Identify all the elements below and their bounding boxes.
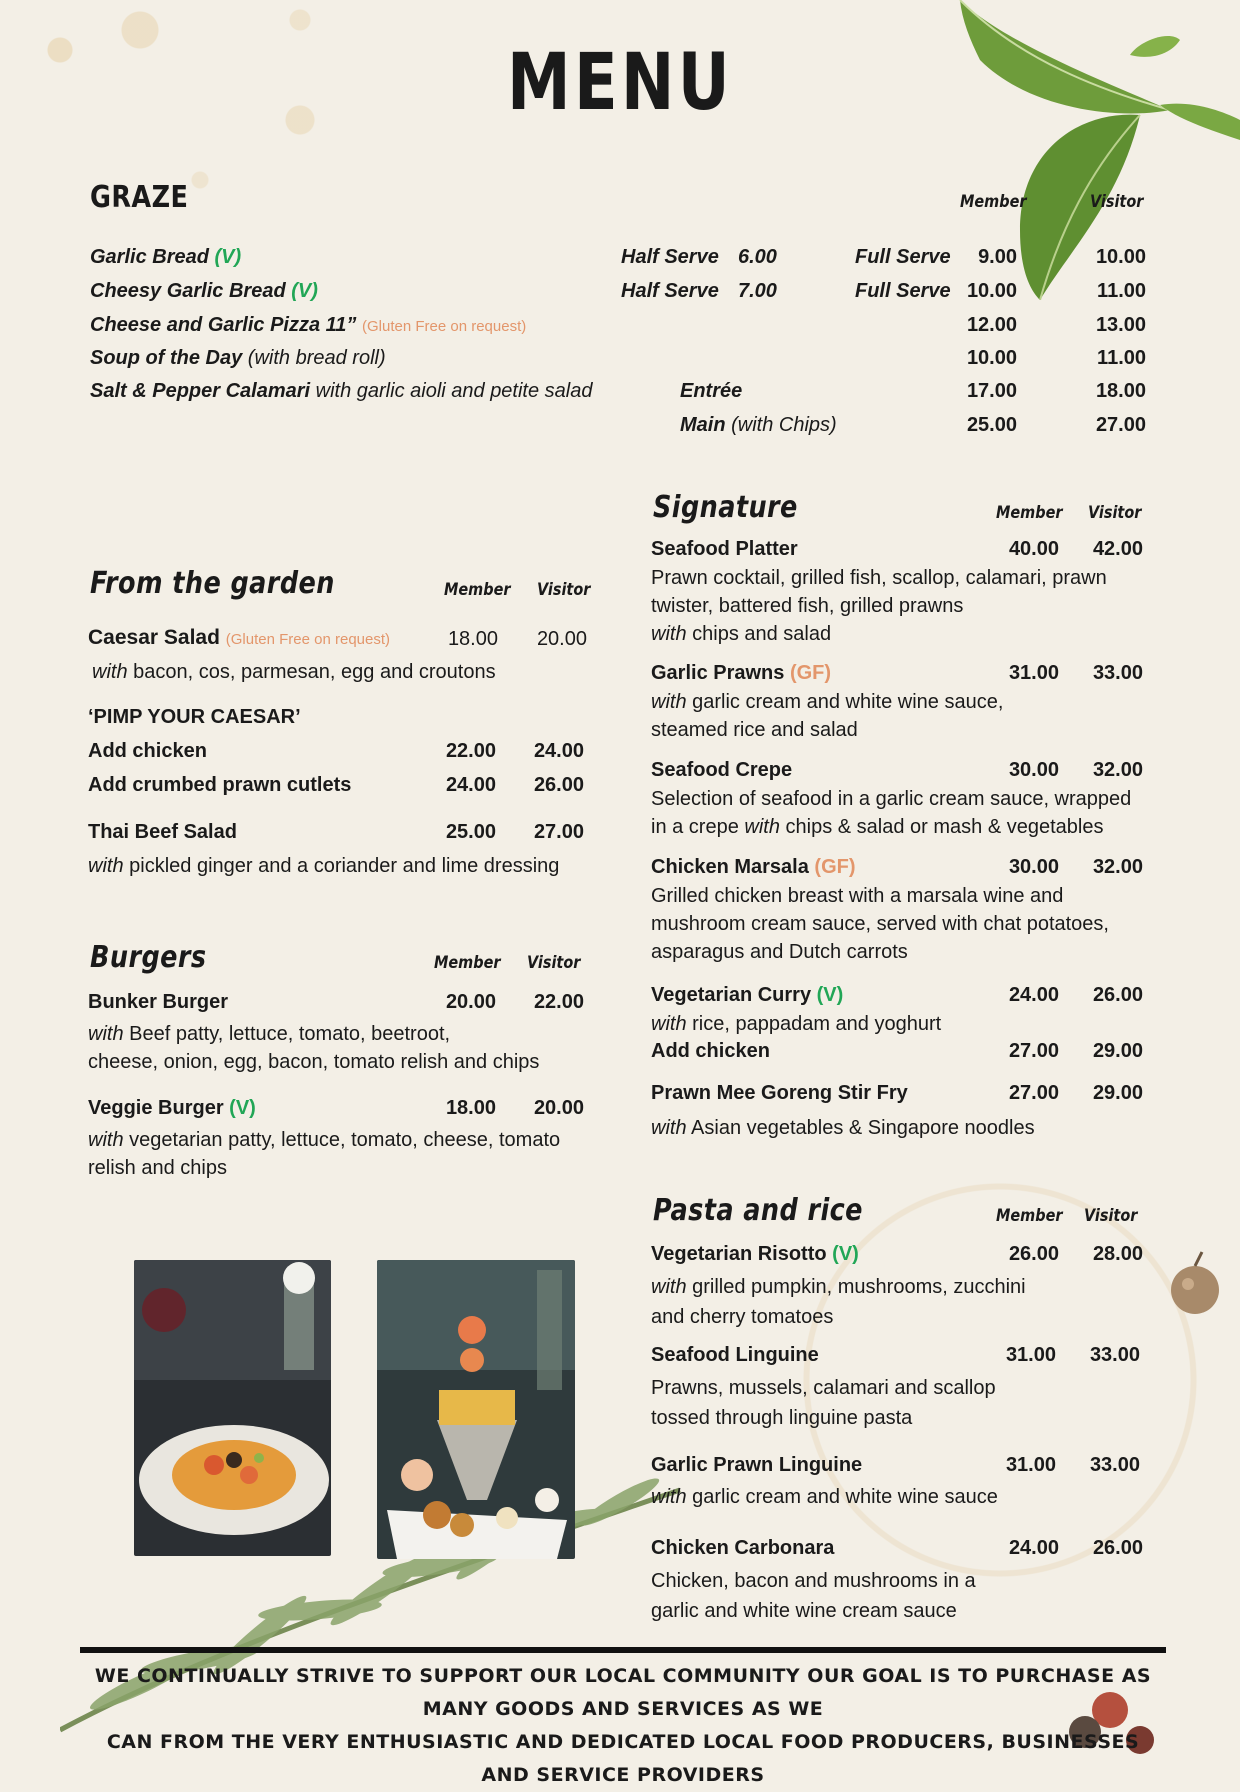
desc-line: and cherry tomatoes bbox=[651, 1306, 834, 1328]
item-name: Vegetarian Risotto bbox=[651, 1243, 827, 1265]
seafood-linguine-title: Seafood Linguine bbox=[651, 1344, 819, 1366]
half-serve-label: Half Serve bbox=[621, 246, 719, 268]
desc-line: Grilled chicken breast with a marsala wine and bbox=[651, 885, 1064, 907]
desc-line: steamed rice and salad bbox=[651, 719, 858, 741]
graze-item-soup bbox=[90, 347, 386, 370]
seafood-crepe-description bbox=[651, 785, 1131, 841]
garlic-prawns-description bbox=[651, 688, 1003, 744]
visitor-price: 26.00 bbox=[533, 774, 584, 796]
desc-line: Prawns, mussels, calamari and scallop bbox=[651, 1377, 996, 1399]
member-price: 30.00 bbox=[1008, 759, 1059, 781]
burgers-visitor-label: Visitor bbox=[527, 953, 581, 973]
full-serve-label: Full Serve bbox=[855, 280, 951, 302]
member-price: 10.00 bbox=[966, 347, 1017, 369]
burgers-member-label: Member bbox=[434, 953, 501, 973]
vegetarian-risotto-title bbox=[651, 1243, 859, 1266]
addon-add-chicken: Add chicken bbox=[88, 740, 207, 762]
member-price: 22.00 bbox=[445, 740, 496, 762]
member-price: 31.00 bbox=[1005, 1344, 1056, 1366]
visitor-price: 29.00 bbox=[1092, 1082, 1143, 1104]
item-name: Cheese and Garlic Pizza 11” bbox=[90, 314, 357, 336]
desc-line: Beef patty, lettuce, tomato, beetroot, bbox=[123, 1023, 451, 1045]
member-price: 18.00 bbox=[445, 1097, 496, 1119]
with-word: with bbox=[651, 1117, 687, 1139]
item-name: Garlic Bread bbox=[90, 246, 209, 268]
addon-add-prawn-cutlets: Add crumbed prawn cutlets bbox=[88, 774, 352, 796]
footer-line: CAN FROM THE VERY ENTHUSIASTIC AND DEDICATED LOCAL FOOD PRODUCERS, BUSINESSES AND SERVICE PROVIDERS bbox=[106, 1731, 1140, 1786]
garlic-prawn-linguine-title: Garlic Prawn Linguine bbox=[651, 1454, 863, 1476]
item-name: Soup of the Day bbox=[90, 347, 243, 369]
item-name: Veggie Burger bbox=[88, 1097, 224, 1119]
veg-tag: (V) bbox=[291, 280, 318, 302]
member-price: 31.00 bbox=[1008, 662, 1059, 684]
desc-line: Chicken, bacon and mushrooms in a bbox=[651, 1570, 976, 1592]
with-word: with bbox=[651, 691, 687, 713]
caesar-salad-title bbox=[88, 626, 390, 650]
with-word: with bbox=[88, 855, 124, 877]
desc-line: Prawn cocktail, grilled fish, scallop, calamari, prawn bbox=[651, 567, 1107, 589]
visitor-price: 10.00 bbox=[1095, 246, 1146, 268]
with-word: with bbox=[744, 816, 780, 838]
member-price: 24.00 bbox=[1008, 984, 1059, 1006]
half-serve-price: 7.00 bbox=[738, 280, 777, 302]
item-name: Garlic Prawns bbox=[651, 662, 785, 684]
with-word: with bbox=[88, 1129, 124, 1151]
graze-item-garlic-bread bbox=[90, 246, 241, 269]
seafood-platter-description bbox=[651, 564, 1107, 648]
item-name: Chicken Marsala bbox=[651, 856, 809, 878]
visitor-price: 18.00 bbox=[1095, 380, 1146, 402]
entree-label: Entrée bbox=[680, 380, 743, 402]
seafood-linguine-description bbox=[651, 1373, 996, 1433]
member-price: 25.00 bbox=[966, 414, 1017, 436]
chicken-marsala-title bbox=[651, 856, 856, 879]
visitor-price: 42.00 bbox=[1092, 538, 1143, 560]
veggie-burger-description bbox=[88, 1126, 560, 1182]
with-word: with bbox=[651, 1276, 687, 1298]
member-price: 20.00 bbox=[445, 991, 496, 1013]
desc-line: chips and salad bbox=[686, 623, 832, 645]
member-price: 24.00 bbox=[445, 774, 496, 796]
visitor-price: 32.00 bbox=[1092, 856, 1143, 878]
gluten-free-note: (Gluten Free on request) bbox=[361, 318, 527, 335]
desc-text: bacon, cos, parmesan, egg and croutons bbox=[127, 661, 496, 683]
member-price: 12.00 bbox=[966, 314, 1017, 336]
with-word: with bbox=[651, 1013, 687, 1035]
visitor-price: 20.00 bbox=[536, 628, 587, 650]
seafood-platter-title: Seafood Platter bbox=[651, 538, 798, 560]
footer-line: WE CONTINUALLY STRIVE TO SUPPORT OUR LOCAL COMMUNITY OUR GOAL IS TO PURCHASE AS MANY GOODS AND SERVICES AS WE bbox=[94, 1665, 1152, 1720]
gluten-free-note: (Gluten Free on request) bbox=[225, 631, 391, 648]
full-serve-label: Full Serve bbox=[855, 246, 951, 268]
member-price: 24.00 bbox=[1008, 1537, 1059, 1559]
garlic-prawn-linguine-description bbox=[651, 1483, 998, 1511]
visitor-price: 11.00 bbox=[1097, 280, 1146, 302]
item-extra: (with bread roll) bbox=[247, 347, 386, 369]
caesar-salad-description bbox=[92, 658, 496, 686]
main-extra: (with Chips) bbox=[731, 414, 837, 436]
visitor-price: 32.00 bbox=[1092, 759, 1143, 781]
chicken-marsala-description bbox=[651, 882, 1109, 966]
visitor-price: 20.00 bbox=[533, 1097, 584, 1119]
desc-line: garlic cream and white wine sauce bbox=[686, 1486, 998, 1508]
vegetarian-curry-description bbox=[651, 1010, 941, 1038]
member-price: 31.00 bbox=[1005, 1454, 1056, 1476]
seafood-pasta-photo bbox=[134, 1260, 331, 1556]
member-price: 9.00 bbox=[978, 246, 1017, 268]
desc-line: cheese, onion, egg, bacon, tomato relish and chips bbox=[88, 1051, 540, 1073]
seed-pod-decoration bbox=[1150, 1250, 1240, 1330]
vegetarian-risotto-description bbox=[651, 1272, 1026, 1332]
visitor-price: 24.00 bbox=[533, 740, 584, 762]
visitor-price: 28.00 bbox=[1092, 1243, 1143, 1265]
footer-statement bbox=[80, 1660, 1166, 1792]
item-name: Cheesy Garlic Bread bbox=[90, 280, 286, 302]
member-price: 18.00 bbox=[447, 628, 498, 650]
member-price: 10.00 bbox=[966, 280, 1017, 302]
visitor-price: 33.00 bbox=[1092, 662, 1143, 684]
graze-member-label: Member bbox=[960, 192, 1027, 212]
half-serve-label: Half Serve bbox=[621, 280, 719, 302]
item-extra: with garlic aioli and petite salad bbox=[315, 380, 593, 402]
seafood-basket-photo bbox=[377, 1260, 575, 1559]
signature-visitor-label: Visitor bbox=[1088, 503, 1142, 523]
desc-line: Selection of seafood in a garlic cream sauce, wrapped bbox=[651, 788, 1132, 810]
veg-tag: (V) bbox=[816, 984, 844, 1006]
with-word: with bbox=[92, 661, 128, 683]
half-serve-price: 6.00 bbox=[738, 246, 777, 268]
page-title: MENU bbox=[507, 38, 733, 128]
with-word: with bbox=[88, 1023, 124, 1045]
member-price: 17.00 bbox=[966, 380, 1017, 402]
item-name: Caesar Salad bbox=[88, 626, 220, 649]
pimp-your-caesar-label: ‘PIMP YOUR CAESAR’ bbox=[88, 706, 301, 728]
thai-beef-salad-description bbox=[88, 852, 559, 880]
desc-line: relish and chips bbox=[88, 1157, 227, 1179]
thai-beef-salad-title: Thai Beef Salad bbox=[88, 821, 237, 843]
with-word: with bbox=[651, 1486, 687, 1508]
vegetarian-curry-title bbox=[651, 984, 843, 1007]
seafood-crepe-title: Seafood Crepe bbox=[651, 759, 793, 781]
with-word: with bbox=[651, 623, 687, 645]
pasta-heading: Pasta and rice bbox=[653, 1193, 863, 1228]
chicken-carbonara-title: Chicken Carbonara bbox=[651, 1537, 835, 1559]
desc-line: twister, battered fish, grilled prawns bbox=[651, 595, 964, 617]
desc-line: tossed through linguine pasta bbox=[651, 1407, 913, 1429]
chicken-carbonara-description bbox=[651, 1566, 976, 1626]
calamari-main-option bbox=[680, 414, 837, 437]
member-price: 26.00 bbox=[1008, 1243, 1059, 1265]
visitor-price: 26.00 bbox=[1092, 984, 1143, 1006]
signature-member-label: Member bbox=[996, 503, 1063, 523]
member-price: 25.00 bbox=[445, 821, 496, 843]
bunker-burger-title: Bunker Burger bbox=[88, 991, 229, 1013]
member-price: 30.00 bbox=[1008, 856, 1059, 878]
curry-add-chicken: Add chicken bbox=[651, 1040, 770, 1062]
desc-line: garlic cream and white wine sauce, bbox=[686, 691, 1004, 713]
signature-heading: Signature bbox=[653, 490, 798, 525]
member-price: 40.00 bbox=[1008, 538, 1059, 560]
veg-tag: (V) bbox=[832, 1243, 859, 1265]
garden-member-label: Member bbox=[444, 580, 511, 600]
item-name: Vegetarian Curry bbox=[651, 984, 812, 1006]
garden-visitor-label: Visitor bbox=[537, 580, 591, 600]
visitor-price: 22.00 bbox=[533, 991, 584, 1013]
pasta-member-label: Member bbox=[996, 1206, 1063, 1226]
item-name: Salt & Pepper Calamari bbox=[90, 380, 311, 402]
garden-heading: From the garden bbox=[90, 566, 335, 601]
graze-item-cheesy-garlic-bread bbox=[90, 280, 318, 303]
visitor-price: 29.00 bbox=[1092, 1040, 1143, 1062]
gf-tag: (GF) bbox=[789, 662, 832, 684]
visitor-price: 33.00 bbox=[1089, 1344, 1140, 1366]
desc-text: pickled ginger and a coriander and lime dressing bbox=[123, 855, 560, 877]
graze-heading: GRAZE bbox=[90, 180, 189, 215]
desc-line: vegetarian patty, lettuce, tomato, cheese, tomato bbox=[123, 1129, 561, 1151]
burgers-heading: Burgers bbox=[90, 940, 207, 975]
veg-tag: (V) bbox=[214, 246, 242, 268]
veggie-burger-title bbox=[88, 1097, 256, 1120]
graze-item-calamari bbox=[90, 380, 592, 403]
visitor-price: 26.00 bbox=[1092, 1537, 1143, 1559]
desc-line: garlic and white wine cream sauce bbox=[651, 1600, 957, 1622]
footer-divider bbox=[80, 1647, 1166, 1653]
bunker-burger-description bbox=[88, 1020, 539, 1076]
prawn-mee-goreng-description bbox=[651, 1114, 1035, 1142]
visitor-price: 27.00 bbox=[1095, 414, 1146, 436]
member-price: 27.00 bbox=[1008, 1082, 1059, 1104]
main-label: Main bbox=[680, 414, 726, 436]
desc-line: asparagus and Dutch carrots bbox=[651, 941, 908, 963]
desc-part: in a crepe bbox=[651, 816, 745, 838]
desc-part: chips & salad or mash & vegetables bbox=[779, 816, 1104, 838]
desc-line: grilled pumpkin, mushrooms, zucchini bbox=[686, 1276, 1026, 1298]
visitor-price: 33.00 bbox=[1089, 1454, 1140, 1476]
visitor-price: 11.00 bbox=[1097, 347, 1146, 369]
pasta-visitor-label: Visitor bbox=[1084, 1206, 1138, 1226]
gf-tag: (GF) bbox=[814, 856, 856, 878]
desc-line: rice, pappadam and yoghurt bbox=[686, 1013, 942, 1035]
visitor-price: 27.00 bbox=[533, 821, 584, 843]
desc-line: Asian vegetables & Singapore noodles bbox=[686, 1117, 1035, 1139]
prawn-mee-goreng-title: Prawn Mee Goreng Stir Fry bbox=[651, 1082, 908, 1104]
veg-tag: (V) bbox=[229, 1097, 256, 1119]
visitor-price: 13.00 bbox=[1095, 314, 1146, 336]
garlic-prawns-title bbox=[651, 662, 831, 685]
member-price: 27.00 bbox=[1008, 1040, 1059, 1062]
graze-visitor-label: Visitor bbox=[1090, 192, 1144, 212]
graze-item-pizza bbox=[90, 314, 526, 337]
desc-line: mushroom cream sauce, served with chat potatoes, bbox=[651, 913, 1109, 935]
